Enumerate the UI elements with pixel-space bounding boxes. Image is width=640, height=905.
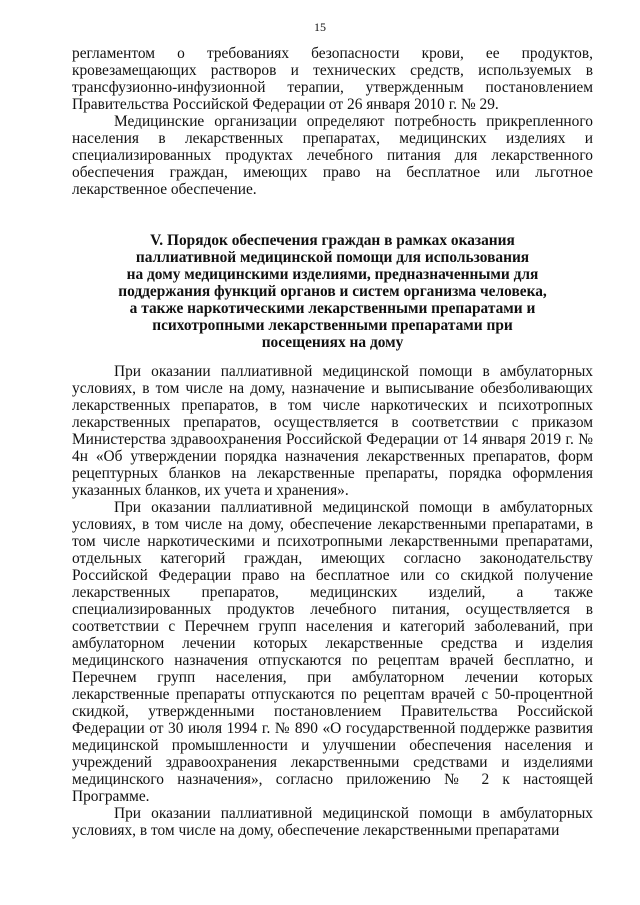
paragraph-provision: При оказании паллиативной медицинской помощи в амбулаторных условиях, в том числе на дому, обеспечение лекарственными препаратами, в том числе наркотическими и психотропными лекарственными препаратами, отдельных категорий граждан, имеющих согласно законодательству Российской Федерации право на бесплатное или со скидкой получение лекарственных препаратов, медицинских изделий, а также специализированных продуктов лечебного питания, осуществляется в соответствии с Перечнем групп населения и категорий заболеваний, при амбулаторном лечении которых лекарственные средства и изделия медицинского назначения отпускаются по рецептам врачей бесплатно, и Перечнем групп населения, при амбулаторном лечении которых лекарственные препараты отпускаются по рецептам врачей с 50-процентной скидкой, утвержденными постановлением Правительства Российской Федерации от 30 июля 1994 г. № 890 «О государственной поддержке развития медицинской промышленности и улучшении обеспечения населения и учреждений здравоохранения лекарственными средствами и изделиями медицинского назначения», согласно приложению № 2 к настоящей Программе. <box>72 499 593 805</box>
section-heading <box>72 232 593 351</box>
paragraph-medical-orgs: Медицинские организации определяют потребность прикрепленного населения в лекарственных препаратах, медицинских изделиях и специализированных продуктах лечебного питания для лекарственного обеспечения граждан, имеющих право на бесплатное или льготное лекарственное обеспечение. <box>72 113 593 198</box>
section-text <box>72 363 593 839</box>
paragraph-continued: регламентом о требованиях безопасности крови, ее продуктов, кровезамещающих растворов и технических средств, используемых в трансфузионно-инфузионной терапии, утвержденным постановлением Правительства Российской Федерации от 26 января 2010 г. № 29. <box>72 45 593 113</box>
section-heading-line: а также наркотическими лекарственными препаратами и <box>129 300 536 317</box>
paragraph-continues: При оказании паллиативной медицинской помощи в амбулаторных условиях, в том числе на дому, обеспечение лекарственными препаратами <box>72 805 593 839</box>
section-heading-line: поддержания функций органов и систем организма человека, <box>118 283 547 300</box>
paragraph-prescribing: При оказании паллиативной медицинской помощи в амбулаторных условиях, в том числе на дому, назначение и выписывание обезболивающих лекарственных препаратов, в том числе наркотических и психотропных лекарственных препаратов, осуществляется в соответствии с приказом Министерства здравоохранения Российской Федерации от 14 января 2019 г. № 4н «Об утверждении порядка назначения лекарственных препаратов, форм рецептурных бланков на лекарственные препараты, порядка оформления указанных бланков, их учета и хранения». <box>72 363 593 499</box>
section-heading-line: посещениях на дому <box>261 334 404 351</box>
page-number: 15 <box>314 20 326 34</box>
section-heading-line: на дому медицинскими изделиями, предназначенными для <box>126 266 539 283</box>
intro-text <box>72 45 593 198</box>
section-heading-line: паллиативной медицинской помощи для использования <box>135 249 530 266</box>
section-heading-line: психотропными лекарственными препаратами при <box>152 317 513 334</box>
section-heading-line: V. Порядок обеспечения граждан в рамках оказания <box>150 232 515 249</box>
